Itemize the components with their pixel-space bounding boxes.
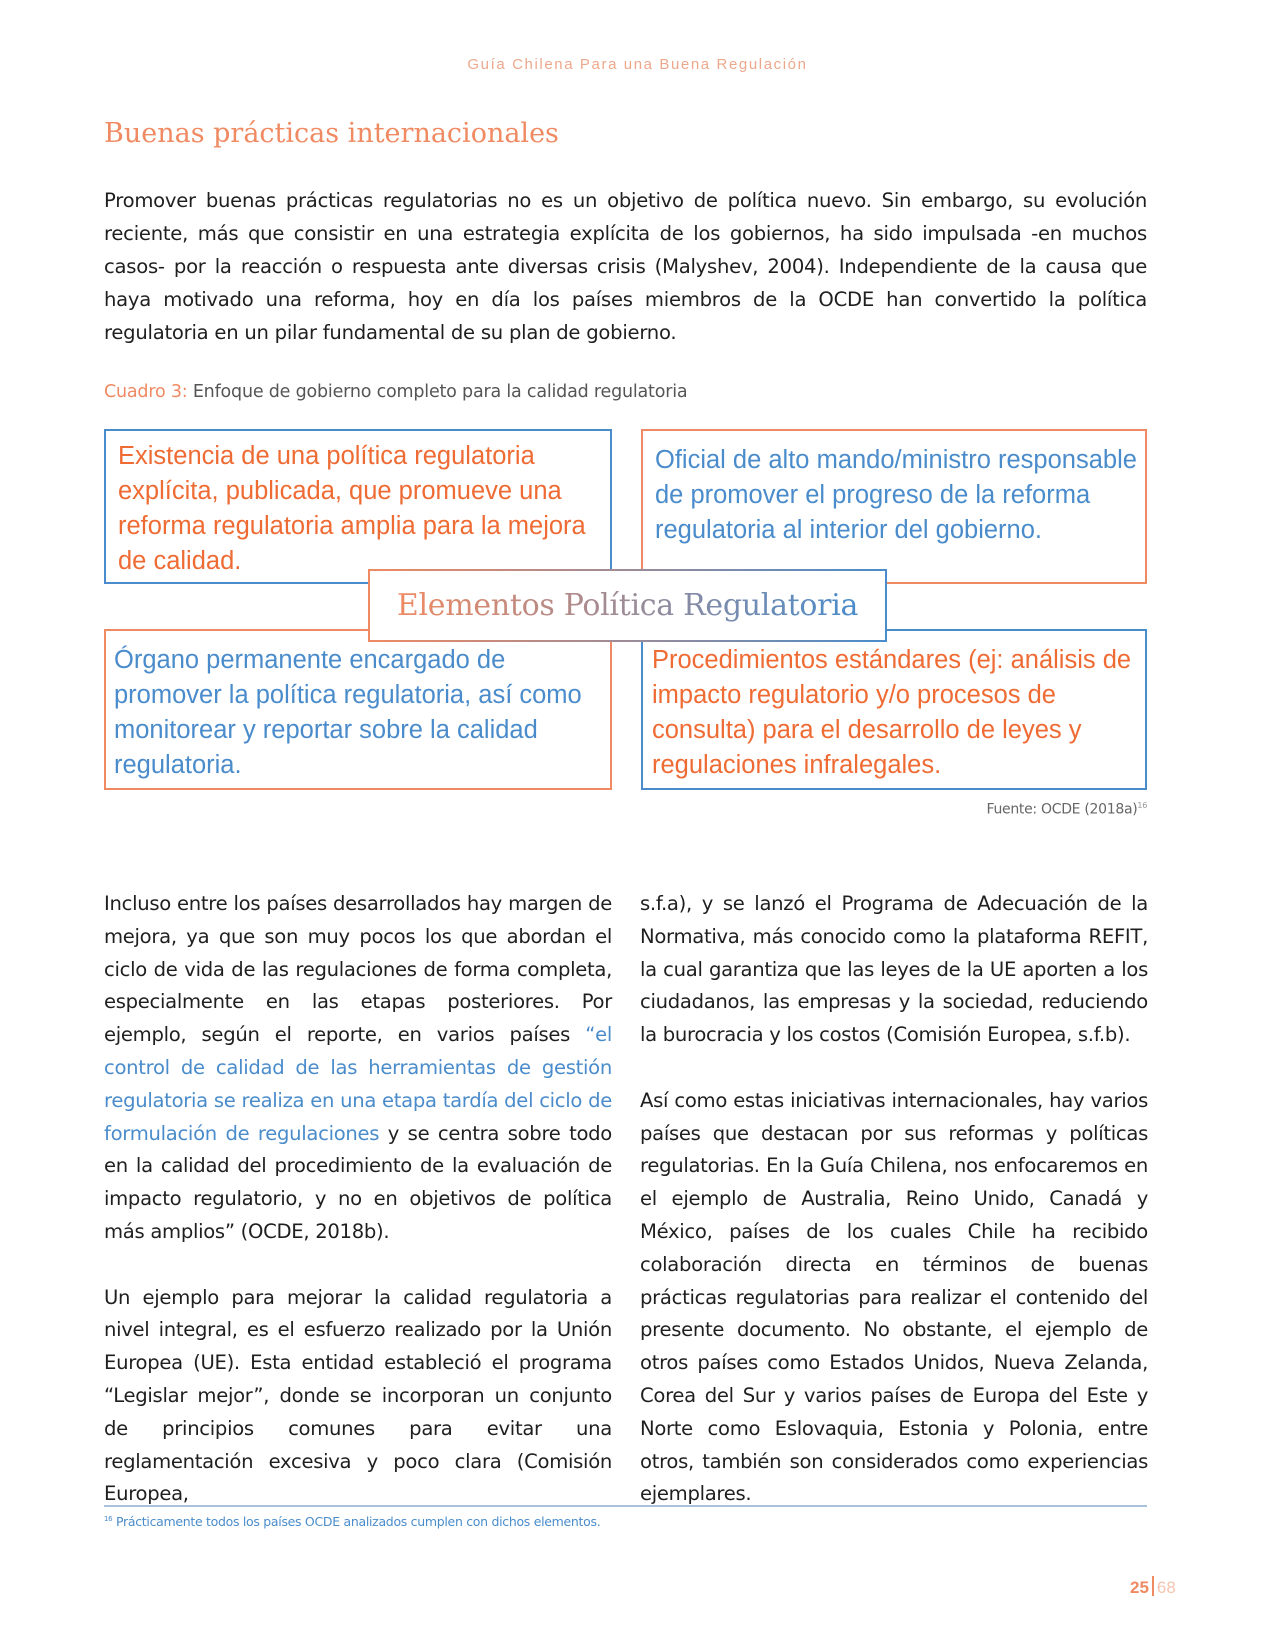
- body-paragraph: s.f.a), y se lanzó el Programa de Adecuación de la Normativa, más conocido como la plataforma REFIT, la cual garantiza que las leyes de la UE aporten a los ciudadanos, las empresas y la sociedad, reduciendo la burocracia y los costos (Comisión Europea, s.f.b).: [640, 892, 1148, 1047]
- body-paragraph: Un ejemplo para mejorar la calidad regulatoria a nivel integral, es el esfuerzo realizado por la Unión Europea (UE). Esta entidad estableció el programa “Legislar mejor”, donde se incorporan un conjunto de principios comunes para evitar una reglamentación excesiva y poco clara (Comisión Europea,: [104, 1285, 612, 1506]
- center-title-inner: [370, 571, 885, 640]
- figure-caption: [104, 382, 687, 402]
- highlighted-quote: “el control de calidad de las herramientas de gestión regulatoria se realiza en una etapa tardía del ciclo de formulación de regulaciones: [104, 1023, 612, 1145]
- body-paragraph: Así como estas iniciativas internacionales, hay varios países que destacan por sus reformas y políticas regulatorias. En la Guía Chilena, nos enfocaremos en el ejemplo de Australia, Reino Unido, Canadá y México, países de los cuales Chile ha recibido colaboración directa en términos de buenas prácticas regulatorias para realizar el contenido del presente documento. No obstante, el ejemplo de otros países como Estados Unidos, Nueva Zelanda, Corea del Sur y varios países de Europa del Este y Norte como Eslovaquia, Estonia y Polonia, entre otros, también son considerados como experiencias ejemplares.: [640, 1088, 1148, 1506]
- element-box-standard-procedures: [641, 629, 1147, 790]
- element-box-text: Existencia de una política regulatoria explícita, publicada, que promueve una reforma regulatoria amplia para la mejora de calidad.: [118, 442, 586, 575]
- intro-paragraph: Promover buenas prácticas regulatorias no es un objetivo de política nuevo. Sin embargo, su evolución reciente, más que consistir en una estrategia explícita de los gobiernos, ha sido impulsada -en muchos casos- por la reacción o respuesta ante diversas crisis (Malyshev, 2004). Independiente de la causa que haya motivado una reforma, hoy en día los países miembros de la OCDE han convertido la política regulatoria en un pilar fundamental de su plan de gobierno.: [104, 189, 1147, 344]
- running-header: Guía Chilena Para una Buena Regulación: [467, 56, 808, 73]
- paragraph-text: y se centra sobre todo en la calidad del procedimiento de la evaluación de impacto regulatorio, y no en objetivos de política más amplios” (OCDE, 2018b).: [104, 1121, 612, 1243]
- center-title-box: [368, 569, 887, 642]
- element-box-explicit-policy: [104, 429, 612, 584]
- center-title: Elementos Política Regulatoria: [396, 588, 859, 623]
- footnote: [104, 1514, 600, 1529]
- caption-label: Cuadro 3:: [104, 382, 188, 402]
- element-box-text: Oficial de alto mando/ministro responsable de promover el progreso de la reforma regulatoria al interior del gobierno.: [655, 446, 1137, 544]
- page-number: [1130, 1576, 1176, 1598]
- source-text: Fuente: OCDE (2018a): [986, 801, 1138, 818]
- body-paragraph: [104, 888, 612, 1249]
- current-page: 25: [1130, 1578, 1149, 1597]
- body-column-left: [104, 888, 612, 1544]
- total-pages: 68: [1156, 1578, 1176, 1597]
- element-box-permanent-body: [104, 629, 612, 790]
- figure-source: [986, 801, 1147, 818]
- footnote-number: 16: [104, 1514, 113, 1523]
- footnote-text: Prácticamente todos los países OCDE analizados cumplen con dichos elementos.: [116, 1514, 601, 1529]
- element-box-senior-official: [641, 429, 1147, 584]
- paragraph-text: Incluso entre los países desarrollados hay margen de mejora, ya que son muy pocos los que abordan el ciclo de vida de las regulaciones de forma completa, especialmente en las etapas posteriores. Por ejemplo, según el reporte, en varios países: [104, 892, 612, 1047]
- element-box-text: Procedimientos estándares (ej: análisis de impacto regulatorio y/o procesos de consulta) para el desarrollo de leyes y regulaciones infralegales.: [652, 646, 1132, 779]
- body-column-right: [640, 888, 1148, 1544]
- section-title: Buenas prácticas internacionales: [104, 118, 559, 149]
- page-separator: [1152, 1576, 1154, 1596]
- caption-text: Enfoque de gobierno completo para la calidad regulatoria: [192, 382, 688, 402]
- element-box-text: Órgano permanente encargado de promover la política regulatoria, así como monitorear y reportar sobre la calidad regulatoria.: [114, 646, 582, 779]
- footnote-divider: [104, 1505, 1147, 1507]
- footnote-ref[interactable]: 16: [1137, 801, 1147, 810]
